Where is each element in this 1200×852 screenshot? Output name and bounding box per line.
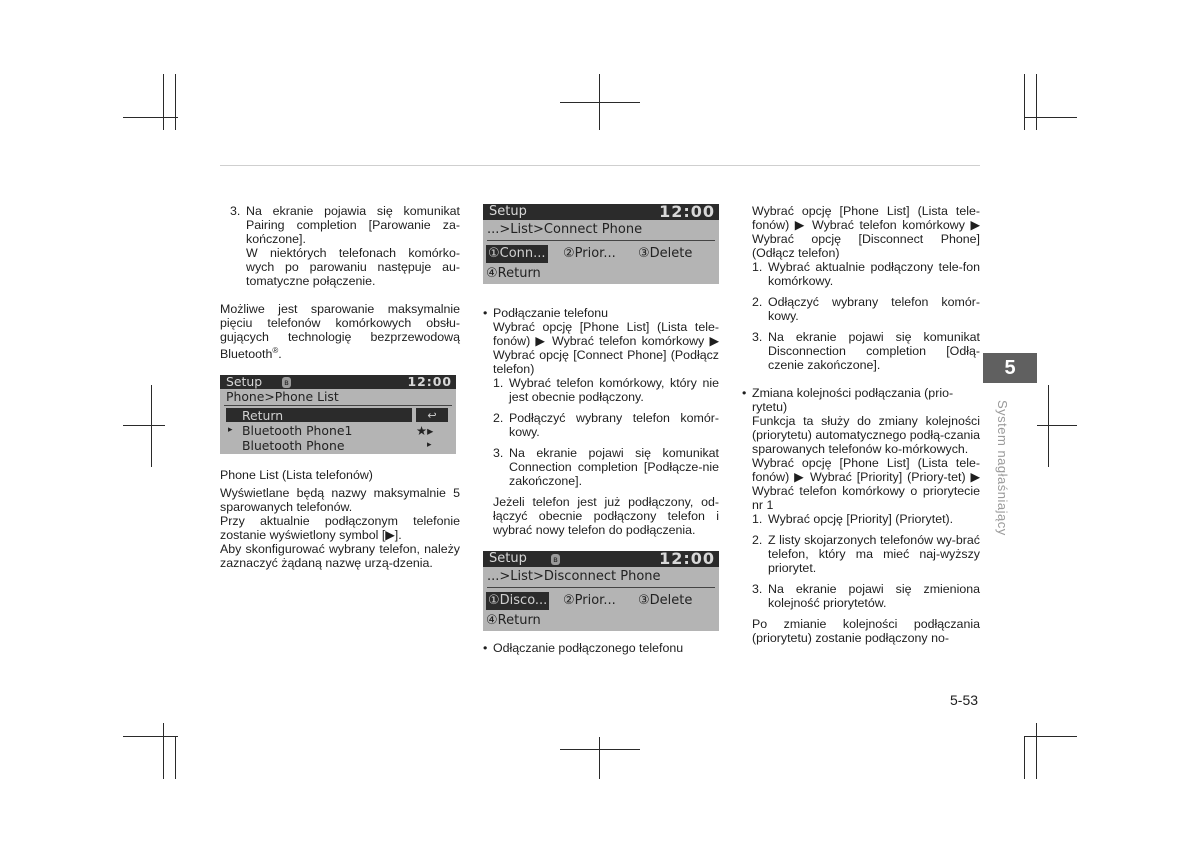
column-middle (483, 204, 719, 655)
disconnect-step (752, 295, 980, 323)
crop-mark (599, 737, 600, 779)
screen-clock: 12:00 (659, 202, 715, 221)
step-number: 3. (752, 330, 763, 344)
connect-phone-screen (483, 204, 719, 284)
list-row-return[interactable] (220, 408, 456, 423)
step-text: Na ekranie pojawi się zmieniona kolejność priorytetów. (768, 582, 980, 610)
column-right (742, 204, 980, 645)
phone-list-screen (220, 375, 456, 454)
disconnect-option[interactable]: ①Disco... (488, 593, 548, 608)
screen-path: ...>List>Disconnect Phone (487, 569, 661, 584)
disconnect-step (752, 260, 980, 288)
crop-mark (1048, 385, 1049, 467)
connect-step (483, 446, 719, 488)
screen-path: Phone>Phone List (226, 389, 339, 405)
disconnect-phone-screen (483, 551, 719, 631)
return-icon: ↩ (416, 408, 448, 422)
step-text: Podłączyć wybrany telefon komór-kowy. (509, 411, 719, 439)
disconnect-intro: Wybrać opcję [Phone List] (Lista tele-fonów) ▶ Wybrać telefon komórkowy ▶ Wybrać opcję [Disconnect Phone] (Odłącz telefon) (752, 204, 980, 260)
crop-mark (175, 74, 176, 130)
crop-mark (163, 723, 164, 779)
crop-mark (560, 102, 640, 103)
page-number: 5-53 (950, 692, 979, 708)
priority-step (752, 533, 980, 575)
crop-mark (151, 385, 152, 467)
crop-mark (1037, 425, 1077, 426)
registered-mark: ® (272, 346, 279, 355)
header-rule (220, 165, 980, 166)
connect-intro: Wybrać opcję [Phone List] (Lista tele-fonów) ▶ Wybrać telefon komórkowy ▶ Wybrać opcję [Connect Phone] (Podłącz telefon) (493, 320, 719, 376)
section-heading: Podłączanie telefonu (493, 306, 609, 320)
step-number: 1. (493, 376, 504, 390)
step-text: Wybrać aktualnie podłączony tele-fon komórkowy. (768, 260, 980, 288)
priority-intro: Wybrać opcję [Phone List] (Lista tele-fonów) ▶ Wybrać [Priority] (Priory-tet) ▶ Wybrać telefon komórkowy o priorytecie nr 1 (752, 456, 980, 512)
priority-section (742, 386, 980, 414)
phone-list-heading: Phone List (Lista telefonów) (220, 468, 373, 483)
disconnect-step (752, 330, 980, 372)
pairing-note-end: . (278, 347, 282, 362)
screen-title-bar (483, 204, 719, 220)
connected-marker-icon: ▸ (228, 425, 233, 436)
section-heading: Zmiana kolejności podłączania (prio-rytetu) (752, 386, 954, 414)
screen-clock: 12:00 (407, 374, 452, 390)
disconnect-section (483, 641, 719, 655)
crop-mark (123, 736, 178, 737)
option-row (483, 588, 719, 612)
phone-list-desc: Aby skonfigurować wybrany telefon, należy zaznaczyć żądaną nazwę urzą-dzenia. (220, 542, 460, 571)
step-number: 3. (493, 446, 504, 460)
connect-section (483, 306, 719, 320)
section-heading: Odłączanie podłączonego telefonu (493, 641, 684, 655)
step-number: 3. (230, 204, 241, 218)
screen-title-bar (483, 551, 719, 567)
return-label: Return (242, 408, 284, 424)
bullet: • (483, 641, 488, 655)
crop-mark (123, 425, 165, 426)
step-note: W niektórych telefonach komórko-wych po parowaniu następuje au-tomatyczne połączenie. (246, 246, 460, 288)
delete-option[interactable]: ③Delete (638, 593, 693, 608)
priority-star-icon: ★▸ (416, 423, 434, 439)
phone-name: Bluetooth Phone1 (242, 423, 353, 439)
connect-note: Jeżeli telefon jest już podłączony, od-łączyć obecnie podłączony telefon i wybrać nowy telefon do podłączenia. (493, 495, 719, 537)
priority-after: Po zmianie kolejności podłączania (priorytetu) zostanie podłączony no- (752, 617, 980, 645)
crop-mark (1024, 74, 1025, 130)
phone-list-desc: Wyświetlane będą nazwy maksymalnie 5 sparowanych telefonów. (220, 486, 460, 515)
pairing-note (220, 302, 460, 361)
step-text: Na ekranie pojawi się komunikat Connection completion [Podłącze-nie zakończone]. (509, 446, 719, 488)
screen-clock: 12:00 (659, 549, 715, 568)
crop-mark (560, 749, 640, 750)
screen-tab: Setup (226, 374, 263, 390)
crop-mark (1024, 117, 1077, 118)
return-option[interactable]: ④Return (486, 613, 541, 628)
screen-path: ...>List>Connect Phone (487, 222, 643, 237)
bullet: • (742, 386, 747, 400)
crop-mark (123, 117, 178, 118)
step-text: Z listy skojarzonych telefonów wy-brać telefon, który ma mieć naj-wyższy priorytet. (768, 533, 980, 575)
crop-mark (1024, 736, 1077, 737)
crop-mark (1036, 74, 1037, 130)
return-option[interactable]: ④Return (486, 266, 541, 281)
step-number: 1. (752, 512, 763, 526)
step-text: Odłączyć wybrany telefon komór-kowy. (768, 295, 980, 323)
step-text: Na ekranie pojawia się komunikat Pairing completion [Parowanie za-kończone]. (246, 204, 460, 246)
priority-step (752, 512, 980, 526)
step-text: Na ekranie pojawi się komunikat Disconnection completion [Odłą-czenie zakończone]. (768, 330, 980, 372)
column-left (220, 204, 460, 570)
screen-tab: Setup (489, 551, 527, 566)
bluetooth-icon: ʙ (282, 377, 291, 388)
step-number: 3. (752, 582, 763, 596)
crop-mark (1036, 723, 1037, 779)
bluetooth-icon: ʙ (551, 554, 560, 565)
crop-mark (1024, 737, 1025, 779)
pairing-note-text: Możliwe jest sparowanie maksymalnie pięciu telefonów komórkowych obsłu-gujących technologię bezprzewodową Bluetooth (220, 302, 460, 362)
delete-option[interactable]: ③Delete (638, 246, 693, 261)
crop-mark (175, 737, 176, 779)
priority-option[interactable]: ②Prior... (563, 246, 616, 261)
connect-step (483, 411, 719, 439)
step-number: 2. (752, 533, 763, 547)
chapter-tab: 5 (983, 353, 1037, 383)
connect-step (483, 376, 719, 404)
crop-mark (163, 74, 164, 130)
step-text: Wybrać telefon komórkowy, który nie jest obecnie podłączony. (509, 376, 719, 404)
chapter-title: System nagłaśniający (995, 400, 1010, 536)
chevron-right-icon: ▸ (427, 440, 432, 451)
phone-list-desc: Przy aktualnie podłączonym telefonie zostanie wyświetlony symbol [▶]. (220, 514, 460, 543)
phone-name: Bluetooth Phone (242, 438, 345, 454)
list-row-phone1[interactable] (220, 423, 456, 438)
screen-tab: Setup (489, 204, 527, 219)
screen-divider (224, 405, 452, 406)
step-3 (220, 204, 460, 246)
step-number: 1. (752, 260, 763, 274)
bullet: • (483, 306, 488, 320)
step-number: 2. (493, 411, 504, 425)
priority-desc: Funkcja ta służy do zmiany kolejności (priorytetu) automatycznego podłą-czania sparowanych telefonów ko-mórkowych. (752, 414, 980, 456)
connect-option[interactable]: ①Conn... (488, 246, 546, 261)
step-number: 2. (752, 295, 763, 309)
screen-title-bar (220, 375, 456, 389)
priority-option[interactable]: ②Prior... (563, 593, 616, 608)
priority-step (752, 582, 980, 610)
step-text: Wybrać opcję [Priority] (Priorytet). (768, 512, 954, 526)
list-row-phone2[interactable] (220, 438, 456, 453)
option-row (483, 241, 719, 265)
